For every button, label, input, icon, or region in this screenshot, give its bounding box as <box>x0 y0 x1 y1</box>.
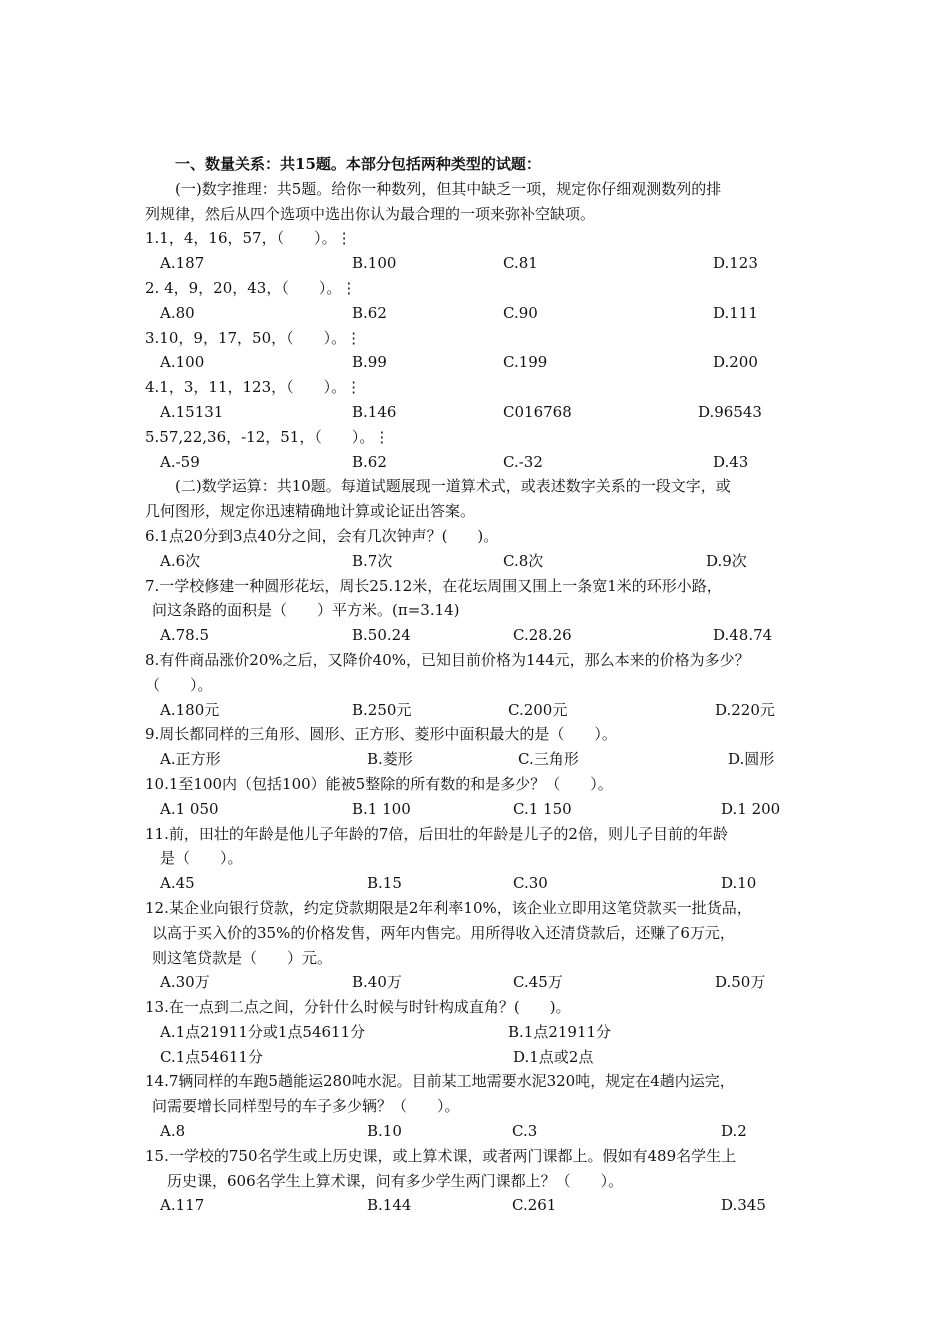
question-1-options <box>145 251 825 276</box>
option-a: A.6次 <box>160 551 201 570</box>
option-d: D.1 200 <box>721 799 781 818</box>
question-13-options-row2 <box>145 1045 825 1070</box>
question-12-options <box>145 970 825 995</box>
question-12-stem-line1: 12.某企业向银行贷款，约定贷款期限是2年利率10%，该企业立即用这笔贷款买一批货品， <box>145 898 752 917</box>
option-c: C.90 <box>503 303 538 322</box>
option-d: D.圆形 <box>728 750 775 769</box>
option-a: A.1 050 <box>160 799 219 818</box>
option-a: A.-59 <box>160 452 200 471</box>
option-c: C.81 <box>503 254 538 273</box>
section-title: 一、数量关系：共15题。本部分包括两种类型的试题： <box>175 155 541 173</box>
question-1-stem: 1.1，4，16，57，（ ）。⋮ <box>145 229 352 248</box>
question-11-stem-line2: 是（ ）。 <box>160 849 243 868</box>
question-15-stem-line1: 15.一学校的750名学生或上历史课，或上算术课，或者两门课都上。假如有489名学生上 <box>145 1146 737 1165</box>
option-d: D.43 <box>713 452 749 471</box>
question-3-stem: 3.10，9，17，50，（ ）。⋮ <box>145 328 362 347</box>
option-a: A.187 <box>160 254 205 273</box>
option-a: A.正方形 <box>160 750 221 769</box>
option-d: D.345 <box>721 1196 766 1215</box>
option-d: D.123 <box>713 254 758 273</box>
question-14-stem-line1: 14.7辆同样的车跑5趟能运280吨水泥。目前某工地需要水泥320吨，规定在4趟内运完， <box>145 1072 735 1091</box>
question-8-stem-line2: （ ）。 <box>145 675 213 694</box>
option-c: C.45万 <box>513 973 563 992</box>
question-5-stem: 5.57,22,36，-12，51，（ ）。⋮ <box>145 427 390 446</box>
part2-intro-line2: 几何图形，规定你迅速精确地计算或论证出答案。 <box>145 502 476 521</box>
option-c: C.1 150 <box>513 799 572 818</box>
option-a: A.15131 <box>160 402 224 421</box>
question-15-options <box>145 1193 825 1218</box>
option-d: D.10 <box>721 874 757 893</box>
option-d: D.220元 <box>715 700 775 719</box>
question-11-stem-line1: 11.前，田壮的年龄是他儿子年龄的7倍，后田壮的年龄是儿子的2倍，则儿子目前的年龄 <box>145 824 728 843</box>
option-a: A.80 <box>160 303 195 322</box>
option-a: A.78.5 <box>160 626 209 645</box>
question-9-options <box>145 747 825 772</box>
question-6-stem: 6.1点20分到3点40分之间，会有几次钟声？( )。 <box>145 526 499 545</box>
option-b: B.144 <box>367 1196 412 1215</box>
question-3-options <box>145 350 825 375</box>
option-c: C.8次 <box>503 551 544 570</box>
option-b: B.菱形 <box>367 750 413 769</box>
option-c: C.三角形 <box>518 750 579 769</box>
question-15-stem-line2: 历史课，606名学生上算术课，问有多少学生两门课都上？（ ）。 <box>167 1171 624 1190</box>
option-d: D.50万 <box>715 973 766 992</box>
option-b: B.15 <box>367 874 402 893</box>
part2-intro-line1: (二)数学运算：共10题。每道试题展现一道算术式，或表述数字关系的一段文字，或 <box>175 477 731 496</box>
option-d: D.2 <box>721 1122 747 1141</box>
option-b: B.1点21911分 <box>508 1022 612 1041</box>
option-a: A.8 <box>160 1122 186 1141</box>
option-b: B.1 100 <box>352 799 411 818</box>
question-14-options <box>145 1119 825 1144</box>
question-4-options <box>145 400 825 425</box>
question-14-stem-line2: 问需要增长同样型号的车子多少辆？（ ）。 <box>152 1097 460 1116</box>
option-c: C.199 <box>503 353 548 372</box>
option-a: A.117 <box>160 1196 205 1215</box>
question-8-stem-line1: 8.有件商品涨价20%之后，又降价40%，已知目前价格为144元，那么本来的价格为多少？ <box>145 650 750 669</box>
option-c: C.261 <box>512 1196 557 1215</box>
option-a: A.30万 <box>160 973 210 992</box>
question-8-options <box>145 698 825 723</box>
document-body <box>145 152 825 1218</box>
question-5-options <box>145 450 825 475</box>
question-7-stem-line2: 问这条路的面积是（ ）平方米。(π=3.14) <box>152 601 460 620</box>
option-d: D.1点或2点 <box>513 1047 594 1066</box>
option-a: A.100 <box>160 353 205 372</box>
option-c: C.30 <box>513 874 548 893</box>
option-c: C.28.26 <box>513 626 572 645</box>
option-b: B.7次 <box>352 551 393 570</box>
option-b: B.146 <box>352 402 397 421</box>
question-10-stem: 10.1至100内（包括100）能被5整除的所有数的和是多少？（ ）。 <box>145 774 613 793</box>
question-6-options <box>145 549 825 574</box>
question-2-stem: 2. 4，9，20，43，（ ）。⋮ <box>145 278 357 297</box>
option-b: B.62 <box>352 303 387 322</box>
option-a: A.45 <box>160 874 195 893</box>
question-4-stem: 4.1，3，11，123，（ ）。⋮ <box>145 378 362 397</box>
option-c: C016768 <box>503 402 572 421</box>
option-b: B.50.24 <box>352 626 411 645</box>
question-13-stem: 13.在一点到二点之间，分针什么时候与时针构成直角？( )。 <box>145 998 571 1017</box>
question-13-options-row1 <box>145 1020 825 1045</box>
part1-intro-line2: 列规律，然后从四个选项中选出你认为最合理的一项来弥补空缺项。 <box>145 204 596 223</box>
option-d: D.48.74 <box>713 626 773 645</box>
question-9-stem: 9.周长都同样的三角形、圆形、正方形、菱形中面积最大的是（ ）。 <box>145 725 617 744</box>
option-d: D.9次 <box>706 551 747 570</box>
question-2-options <box>145 301 825 326</box>
question-12-stem-line3: 则这笔贷款是（ ）元。 <box>152 948 333 967</box>
option-a: A.180元 <box>160 700 220 719</box>
question-7-stem-line1: 7.一学校修建一种圆形花坛，周长25.12米，在花坛周围又围上一条宽1米的环形小路， <box>145 576 722 595</box>
part1-intro-line1: (一)数字推理：共5题。给你一种数列，但其中缺乏一项，规定你仔细观测数列的排 <box>175 179 722 198</box>
option-b: B.40万 <box>352 973 402 992</box>
option-c: C.200元 <box>508 700 568 719</box>
question-7-options <box>145 623 825 648</box>
option-a: A.1点21911分或1点54611分 <box>160 1022 366 1041</box>
question-10-options <box>145 797 825 822</box>
question-11-options <box>145 871 825 896</box>
question-12-stem-line2: 以高于买入价的35%的价格发售，两年内售完。用所得收入还清贷款后，还赚了6万元， <box>152 923 735 942</box>
option-c: C.-32 <box>503 452 543 471</box>
option-d: D.200 <box>713 353 758 372</box>
option-b: B.62 <box>352 452 387 471</box>
option-c: C.3 <box>512 1122 538 1141</box>
option-c: C.1点54611分 <box>160 1047 263 1066</box>
option-b: B.10 <box>367 1122 402 1141</box>
option-d: D.96543 <box>698 402 762 421</box>
option-d: D.111 <box>713 303 758 322</box>
option-b: B.250元 <box>352 700 412 719</box>
option-b: B.99 <box>352 353 387 372</box>
option-b: B.100 <box>352 254 397 273</box>
